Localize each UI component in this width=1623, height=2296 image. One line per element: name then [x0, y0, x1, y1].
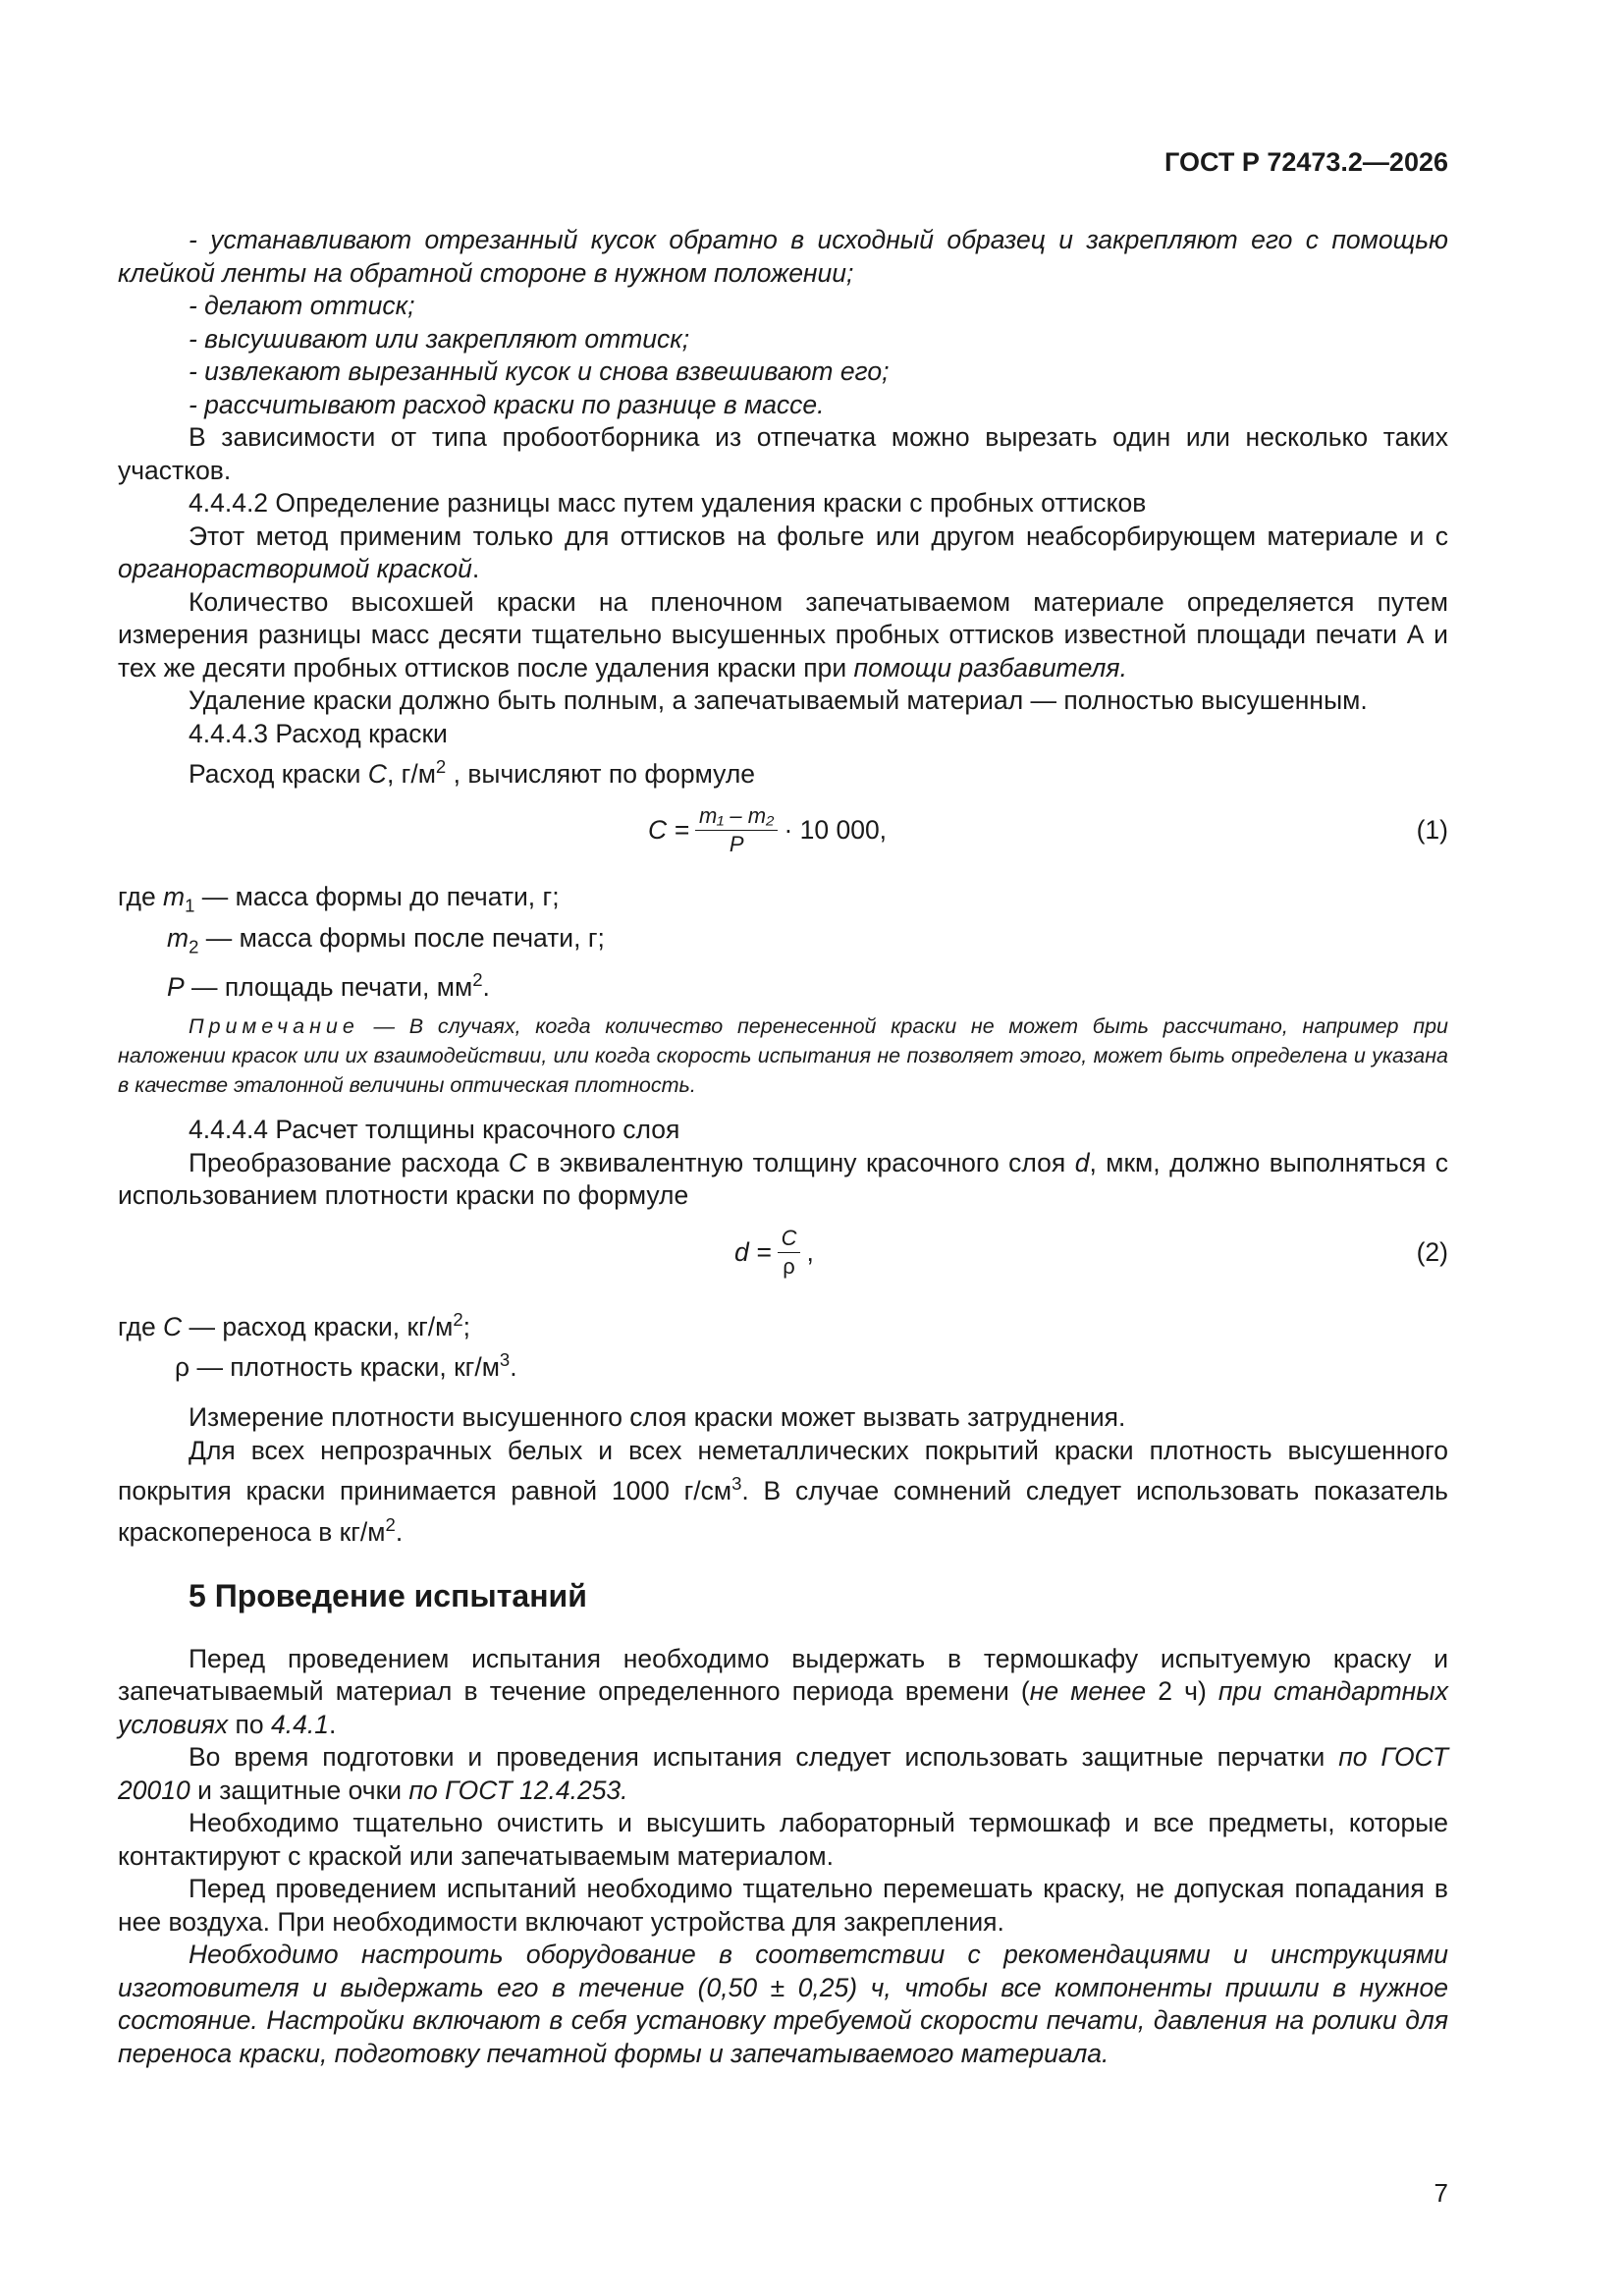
note-label: Примечание [189, 1014, 359, 1039]
equation-number: (1) [1416, 815, 1448, 846]
list-item: - устанавливают отрезанный кусок обратно в исходный образец и закрепляют его с помощью клейкой ленты на обратной стороне в нужном положении; [118, 225, 1448, 288]
formula-rhs: , [806, 1236, 814, 1267]
formula-2 [118, 1219, 1448, 1289]
paragraph: Этот метод применим только для оттисков на фольге или другом неабсорбирующем материале и с органорастворимой краской. [118, 520, 1448, 583]
where-line: ρ — плотность краски, $кг/м^3$. [175, 1349, 517, 1382]
list-item: - извлекают вырезанный кусок и снова взвешивают его; [189, 356, 890, 386]
paragraph: Необходимо тщательно очистить и высушить лабораторный термошкаф и все предметы, которые контактируют с краской или запечатываемым материалом. [118, 1808, 1448, 1871]
formula-fraction: $\frac{C}{\rho}$ [778, 1227, 801, 1279]
paragraph: Перед проведением испытания необходимо выдержать в термошкафу испытуемую краску и запечатываемый материал в течение определенного периода времени (не менее 2 ч) при стандартных условиях по 4.4.1. [118, 1643, 1448, 1739]
formula-1 [118, 796, 1448, 867]
paragraph: Перед проведением испытаний необходимо тщательно перемешать краску, не допуская попадания в нее воздуха. При необходимости включают устройства для закрепления. [118, 1874, 1448, 1937]
list-item: - высушивают или закрепляют оттиск; [189, 323, 690, 354]
where-line: где C — расход краски, $кг/м^2$; [118, 1308, 471, 1341]
subsection-heading: 4.4.4.3 Расход краски [189, 718, 448, 748]
where-line: $m_2$ — масса формы после печати, г; [167, 923, 605, 957]
where-line: P — площадь печати, $мм^2$. [167, 968, 490, 1002]
list-item: - делают оттиск; [189, 291, 415, 320]
paragraph: Во время подготовки и проведения испытания следует использовать защитные перчатки по ГОСТ 20010 и защитные очки по ГОСТ 12.4.253. [118, 1742, 1448, 1805]
paragraph: Измерение плотности высушенного слоя краски может вызвать затруднения. [189, 1402, 1126, 1433]
list-item: - рассчитывают расход краски по разнице в массе. [189, 389, 825, 419]
paragraph: Расход краски C, $г/м^2$ , вычисляют по формуле [189, 756, 756, 789]
subsection-heading: 4.4.4.2 Определение разницы масс путем удаления краски с пробных оттисков [189, 488, 1147, 518]
note: Примечание — В случаях, когда количество перенесенной краски не может быть рассчитано, например при наложении красок или их взаимодействии, или когда скорость испытания не позволяет этого, может быть определена и указана в качестве эталонной величины оптическая плотность. [118, 1014, 1448, 1098]
paragraph: Удаление краски должно быть полным, а запечатываемый материал — полностью высушенным. [189, 685, 1368, 715]
document-header: ГОСТ Р 72473.2—2026 [1164, 147, 1448, 177]
subsection-heading: 4.4.4.4 Расчет толщины красочного слоя [189, 1115, 680, 1145]
paragraph: Необходимо настроить оборудование в соответствии с рекомендациями и инструкциями изготовителя и выдержать его в течение (0,50 ± 0,25) ч, чтобы все компоненты пришли в нужное состояние. Настройки включают в себя установку требуемой скорости печати, давления на ролики для переноса краски, подготовку печатной формы и запечатываемого материала. [118, 1940, 1448, 2068]
where-line: где $m_1$ — масса формы до печати, г; [118, 882, 560, 916]
paragraph: Для всех непрозрачных белых и всех неметаллических покрытий краски плотность высушенного покрытия краски принимается равной 1000 $г/см^3$. В случае сомнений следует использовать показатель краскопереноса в $кг/м^2$. [118, 1435, 1448, 1547]
section-heading: 5 Проведение испытаний [189, 1578, 587, 1614]
paragraph: В зависимости от типа пробоотборника из отпечатка можно вырезать один или несколько таких участков. [118, 422, 1448, 485]
formula-fraction: $\frac{\text{m₁ – m₂}}{P}$ [695, 804, 778, 856]
equation-number: (2) [1416, 1236, 1448, 1267]
document-body [118, 224, 1448, 2070]
formula-lhs: C = [648, 815, 689, 846]
page-number: 7 [1434, 2178, 1448, 2208]
paragraph: Преобразование расхода C в эквивалентную толщину красочного слоя d, мкм, должно выполняться с использованием плотности краски по формуле [118, 1147, 1448, 1211]
formula-lhs: d = [734, 1236, 772, 1267]
formula-rhs: · 10 000, [784, 815, 888, 846]
paragraph: Количество высохшей краски на пленочном запечатываемом материале определяется путем измерения разницы масс десяти тщательно высушенных пробных оттисков известной площади печати А и тех же десяти пробных оттисков после удаления краски при помощи разбавителя. [118, 586, 1448, 683]
